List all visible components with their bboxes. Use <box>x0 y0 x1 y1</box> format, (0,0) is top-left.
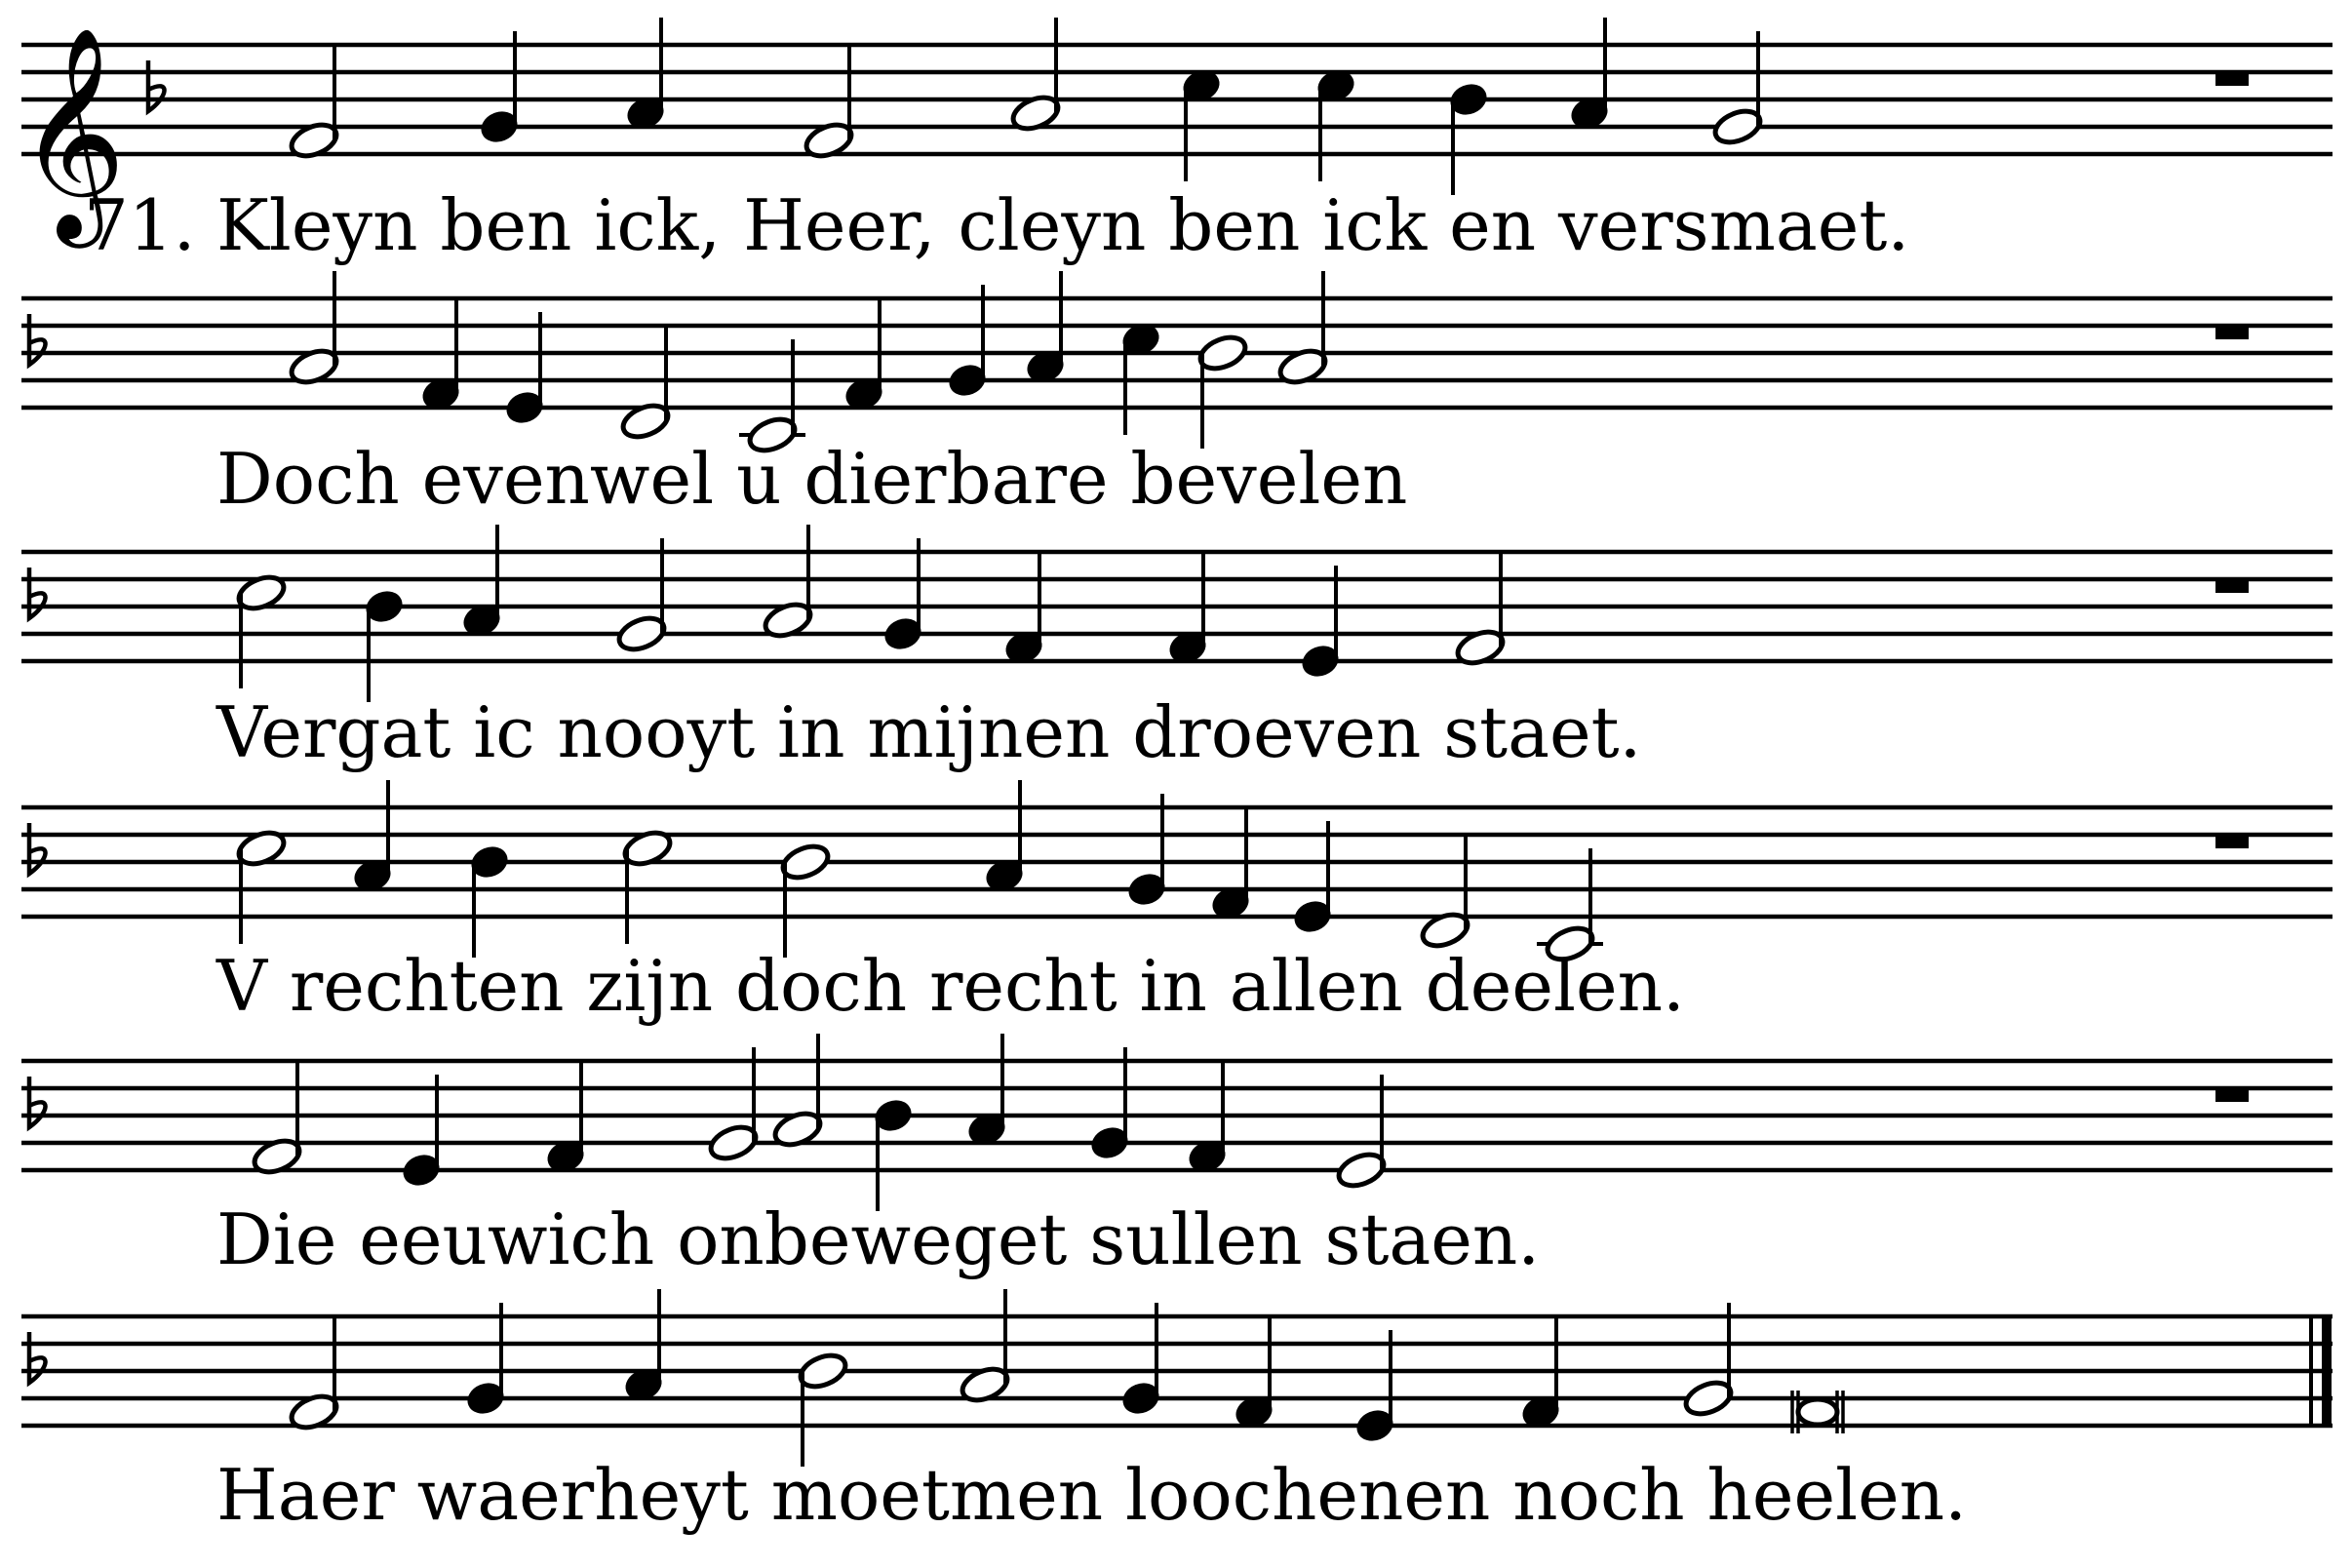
half-rest-icon <box>2215 72 2249 86</box>
note-quarter <box>946 285 989 400</box>
note-half <box>1454 552 1508 669</box>
note-half <box>615 538 669 655</box>
lyric-line-2: Doch evenwel u dierbare bevelen <box>216 438 1408 520</box>
flat-icon <box>29 1332 46 1383</box>
note-half <box>707 1047 761 1164</box>
flat-icon <box>148 60 165 111</box>
note-quarter <box>1002 552 1045 667</box>
staff-system-2 <box>21 271 2332 520</box>
note-quarter <box>503 312 546 427</box>
note-half <box>1682 1303 1736 1420</box>
flat-icon <box>29 823 46 874</box>
staff-system-4 <box>21 780 2332 1027</box>
note-quarter <box>843 298 885 413</box>
staff-system-5 <box>21 1034 2332 1280</box>
note-half <box>251 1061 304 1178</box>
note-quarter <box>965 1034 1008 1149</box>
note-quarter <box>1353 1330 1396 1445</box>
note-half <box>1009 18 1063 135</box>
note-quarter <box>1119 1303 1162 1418</box>
note-quarter <box>872 1096 915 1211</box>
note-half <box>803 45 856 162</box>
note-half <box>1276 271 1330 388</box>
note-half <box>1335 1075 1389 1192</box>
hymn-number: 71. <box>84 184 196 266</box>
note-half <box>797 1350 850 1467</box>
note-quarter <box>1186 1061 1229 1176</box>
flat-icon <box>29 314 46 365</box>
staff-system-1 <box>18 18 2332 266</box>
note-quarter <box>1166 552 1209 667</box>
half-rest-icon <box>2215 1088 2249 1102</box>
note-half <box>762 525 815 642</box>
note-quarter <box>622 1289 665 1404</box>
note-quarter <box>363 587 406 702</box>
note-half <box>1196 332 1250 449</box>
note-quarter <box>1299 566 1342 681</box>
note-quarter <box>1291 821 1334 936</box>
note-half <box>959 1289 1012 1406</box>
note-quarter <box>1125 794 1168 909</box>
note-quarter <box>478 31 521 146</box>
flat-icon <box>29 568 46 618</box>
lyric-line-3: Vergat ic nooyt in mijnen droeven staet. <box>216 691 1642 773</box>
note-quarter <box>1209 807 1252 922</box>
note-half <box>235 827 289 944</box>
note-quarter <box>1447 80 1490 195</box>
note-quarter <box>1180 66 1223 181</box>
note-half <box>1711 31 1765 148</box>
lyric-line-4: V rechten zijn doch recht in allen deelen. <box>216 945 1685 1027</box>
note-half <box>619 326 673 443</box>
note-quarter <box>1119 320 1162 435</box>
note-quarter <box>419 298 462 413</box>
note-quarter <box>1233 1316 1275 1431</box>
note-quarter <box>464 1303 507 1418</box>
half-rest-icon <box>2215 835 2249 848</box>
note-quarter <box>1024 271 1067 386</box>
note-quarter <box>1568 18 1611 133</box>
lyric-line-1: Kleyn ben ick, Heer, cleyn ben ick en versmaet. <box>216 184 1910 266</box>
note-half <box>288 1316 341 1433</box>
note-quarter <box>1314 66 1357 181</box>
notehead <box>1798 1399 1837 1425</box>
note-half <box>1419 835 1472 952</box>
note-half <box>779 841 833 958</box>
note-quarter <box>400 1075 443 1190</box>
staff-system-3 <box>21 525 2332 773</box>
note-half <box>771 1034 825 1151</box>
note-quarter <box>624 18 667 133</box>
note-quarter <box>468 843 511 958</box>
lyric-line-5: Die eeuwich onbeweget sullen staen. <box>216 1198 1541 1280</box>
half-rest-icon <box>2215 326 2249 339</box>
note-quarter <box>460 525 503 640</box>
note-half <box>235 571 289 688</box>
half-rest-icon <box>2215 579 2249 593</box>
note-quarter <box>544 1061 587 1176</box>
note-quarter <box>1519 1316 1562 1431</box>
note-quarter <box>1088 1047 1131 1162</box>
note-half <box>621 827 675 944</box>
note-quarter <box>882 538 924 653</box>
flat-icon <box>29 1077 46 1127</box>
staff-system-6 <box>21 1289 2332 1536</box>
treble-clef-icon: 𝄞 <box>18 25 127 239</box>
lyric-line-6: Haer waerheyt moetmen loochenen noch heelen. <box>216 1454 1968 1536</box>
note-quarter <box>351 780 394 895</box>
note-quarter <box>983 780 1026 895</box>
note-half <box>288 271 341 388</box>
note-half <box>288 45 341 162</box>
